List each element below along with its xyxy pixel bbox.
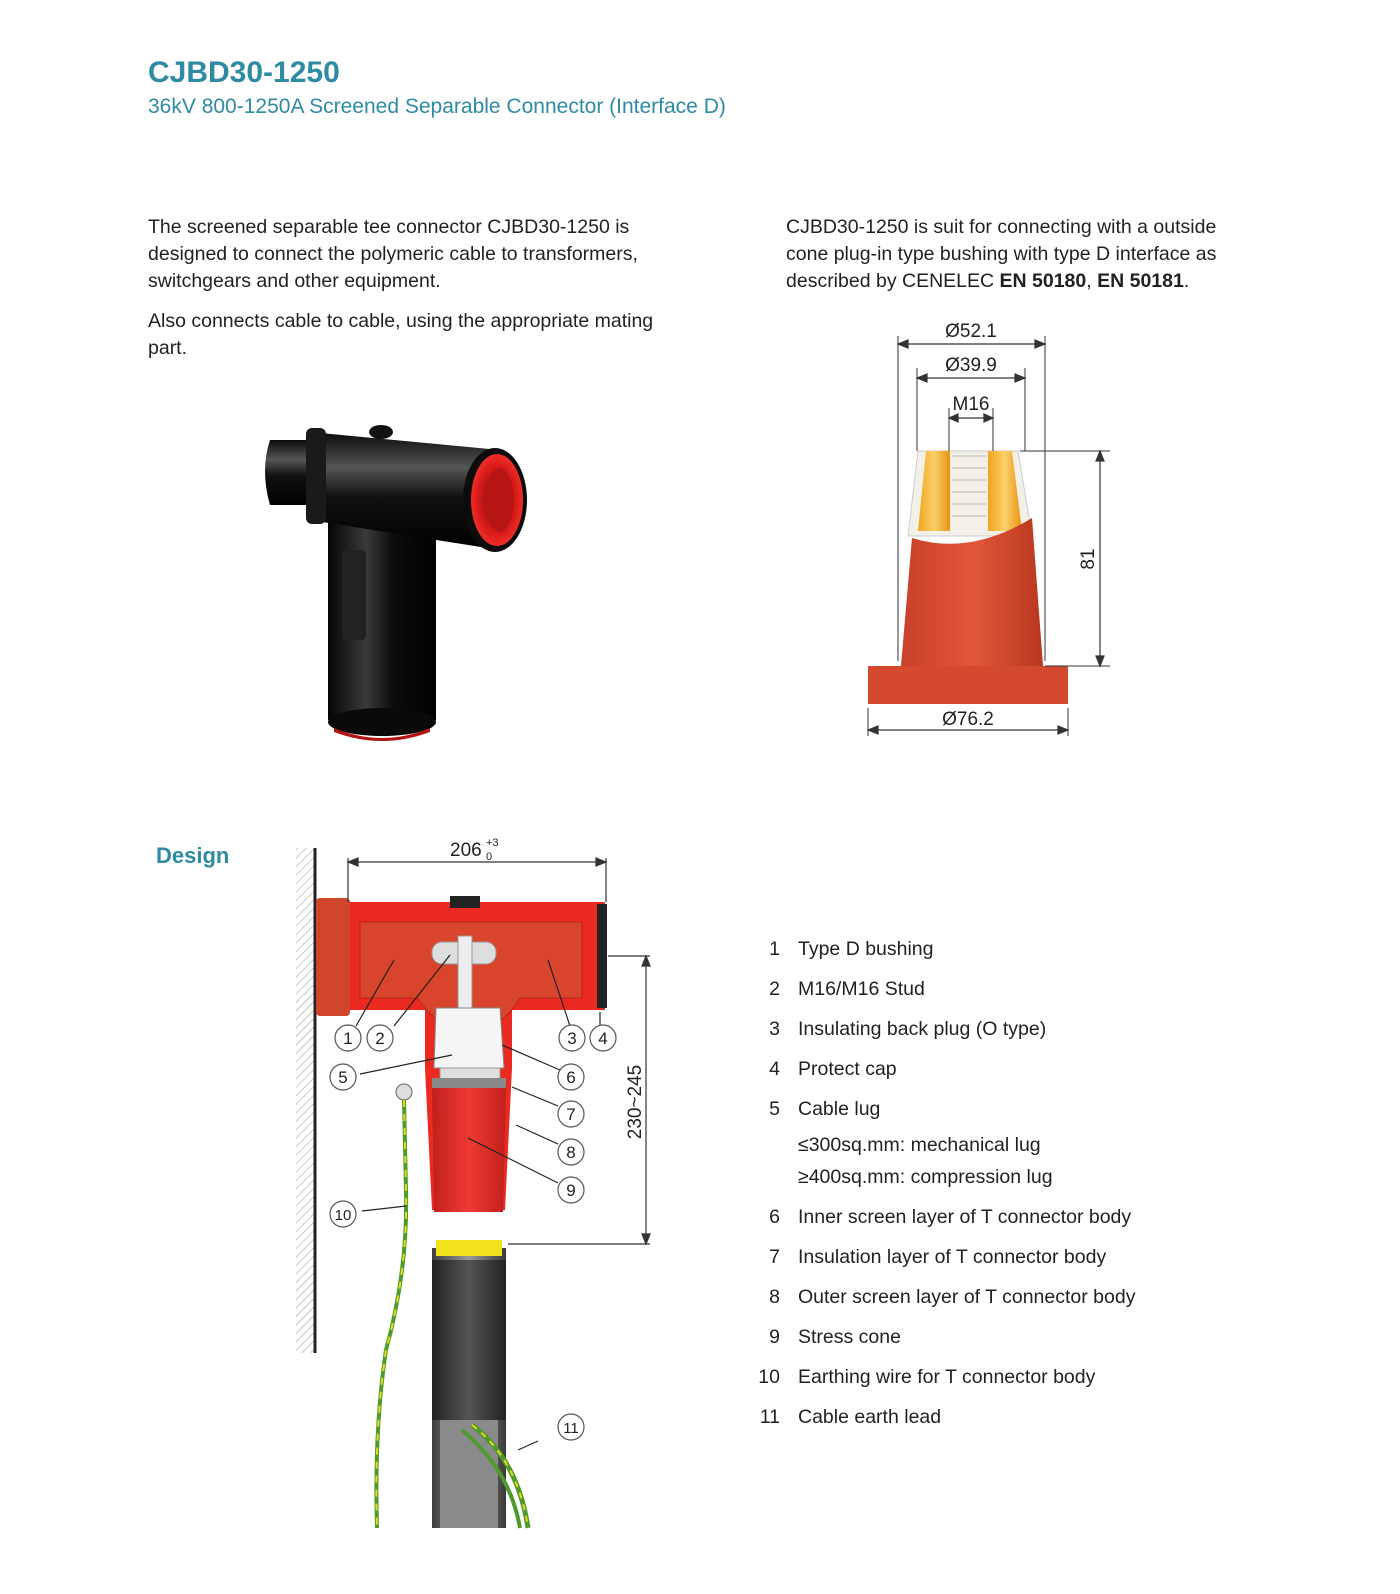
svg-text:11: 11	[563, 1420, 579, 1437]
callout-3	[559, 1025, 585, 1051]
yellow-band	[436, 1240, 502, 1256]
cable-lug-note-2: ≥400sq.mm: compression lug	[798, 1166, 1053, 1188]
cable-lug-note-1: ≤300sq.mm: mechanical lug	[798, 1134, 1041, 1156]
part-item-3	[752, 1018, 1272, 1058]
part-item-9	[752, 1326, 1272, 1366]
part-number: 10	[758, 1366, 780, 1388]
cable-lug	[434, 1008, 504, 1068]
part-number: 3	[769, 1018, 780, 1040]
part-label: Insulation layer of T connector body	[798, 1246, 1107, 1268]
bushing-flange	[868, 666, 1068, 704]
part-number: 1	[769, 938, 780, 960]
part-number: 6	[769, 1206, 780, 1228]
earth-terminal	[396, 1084, 412, 1100]
red-interface-opening	[463, 448, 527, 552]
part-label: Stress cone	[798, 1326, 901, 1348]
product-subtitle: 36kV 800-1250A Screened Separable Connector (Interface D)	[148, 95, 726, 118]
svg-text:1: 1	[343, 1029, 353, 1048]
svg-text:8: 8	[566, 1143, 576, 1162]
design-heading: Design	[156, 843, 230, 868]
part-label: M16/M16 Stud	[798, 978, 925, 1000]
dim-width: 206	[450, 840, 482, 861]
top-nub	[450, 896, 480, 908]
stress-cone	[432, 1088, 506, 1212]
intro-paragraph-2: Also connects cable to cable, using the appropriate mating part.	[148, 310, 654, 359]
dim-design-height: 230~245	[625, 1064, 646, 1140]
vertical-leg	[328, 510, 436, 741]
dim-top-inner: Ø39.9	[945, 355, 997, 376]
svg-text:5: 5	[338, 1068, 348, 1087]
product-title: CJBD30-1250	[148, 56, 340, 89]
svg-text:4: 4	[598, 1029, 608, 1048]
svg-text:9: 9	[566, 1181, 576, 1200]
svg-text:6: 6	[566, 1068, 576, 1087]
part-number: 4	[769, 1058, 780, 1080]
intro-p3-separator: ,	[1086, 270, 1098, 292]
part-number: 5	[769, 1098, 780, 1120]
callout-7	[558, 1101, 584, 1127]
part-label: Type D bushing	[798, 938, 934, 960]
part-item-2	[752, 978, 1272, 1018]
svg-text:3: 3	[567, 1029, 577, 1048]
callout-4	[590, 1025, 616, 1051]
part-label: Insulating back plug (O type)	[798, 1018, 1047, 1040]
svg-text:2: 2	[375, 1029, 385, 1048]
standard-en50181: EN 50181	[1097, 270, 1184, 292]
intro-paragraph-1: The screened separable tee connector CJBD30-1250 is designed to connect the polymeric cable to transformers, switchgears and other equipment.	[148, 216, 638, 292]
parts-list	[752, 938, 1272, 1446]
dim-base: Ø76.2	[942, 709, 994, 730]
product-photo	[250, 410, 540, 745]
intro-paragraph-3	[786, 214, 1256, 295]
part-number: 11	[759, 1406, 780, 1428]
part-number: 9	[769, 1326, 780, 1348]
part-number: 2	[769, 978, 780, 1000]
part-item-4	[752, 1058, 1272, 1098]
callout-2	[367, 1025, 393, 1051]
intro-p3-text: CJBD30-1250 is suit for connecting with a outside cone plug-in type bushing with type D interface as described by CENELEC	[786, 216, 1217, 292]
callout-10	[330, 1201, 356, 1227]
wall-hatch	[296, 848, 314, 1353]
dim-top-outer: Ø52.1	[945, 321, 997, 342]
callout-9	[558, 1177, 584, 1203]
part-label: Earthing wire for T connector body	[798, 1366, 1096, 1388]
dim-thread: M16	[952, 394, 990, 415]
earthing-wire	[376, 1100, 406, 1528]
svg-text:10: 10	[334, 1207, 352, 1224]
callout-6	[558, 1064, 584, 1090]
design-cross-section-drawing	[290, 830, 670, 1530]
part-item-7	[752, 1246, 1272, 1286]
callout-1	[335, 1025, 361, 1051]
cable-jacket	[432, 1260, 506, 1420]
part-label: Inner screen layer of T connector body	[798, 1206, 1132, 1228]
standard-en50180: EN 50180	[999, 270, 1087, 292]
part-item-5	[752, 1098, 1272, 1134]
stud-shaft	[458, 936, 472, 1008]
part-item-1	[752, 938, 1272, 978]
bushing-body	[901, 518, 1043, 666]
callout-5	[330, 1064, 356, 1090]
part-item-8	[752, 1286, 1272, 1326]
part-number: 8	[769, 1286, 780, 1308]
flange-bushing	[316, 898, 350, 1016]
part-item-6	[752, 1206, 1272, 1246]
dim-width-tol-lower: 0	[486, 851, 493, 863]
protect-cap	[597, 904, 607, 1008]
part-item-10	[752, 1366, 1272, 1406]
part-item-11	[752, 1406, 1272, 1446]
callout-11	[558, 1414, 584, 1440]
svg-text:7: 7	[566, 1105, 576, 1124]
bushing-dimension-drawing	[860, 316, 1120, 746]
dim-width-tol-upper: +3	[486, 837, 499, 849]
callout-8	[558, 1139, 584, 1165]
part-label: Cable earth lead	[798, 1406, 942, 1428]
part-label: Outer screen layer of T connector body	[798, 1286, 1136, 1308]
part-label: Protect cap	[798, 1058, 897, 1080]
intro-p3-end: .	[1183, 270, 1190, 292]
dim-height: 81	[1078, 548, 1099, 570]
part-label: Cable lug	[798, 1098, 881, 1120]
part-number: 7	[769, 1246, 780, 1268]
